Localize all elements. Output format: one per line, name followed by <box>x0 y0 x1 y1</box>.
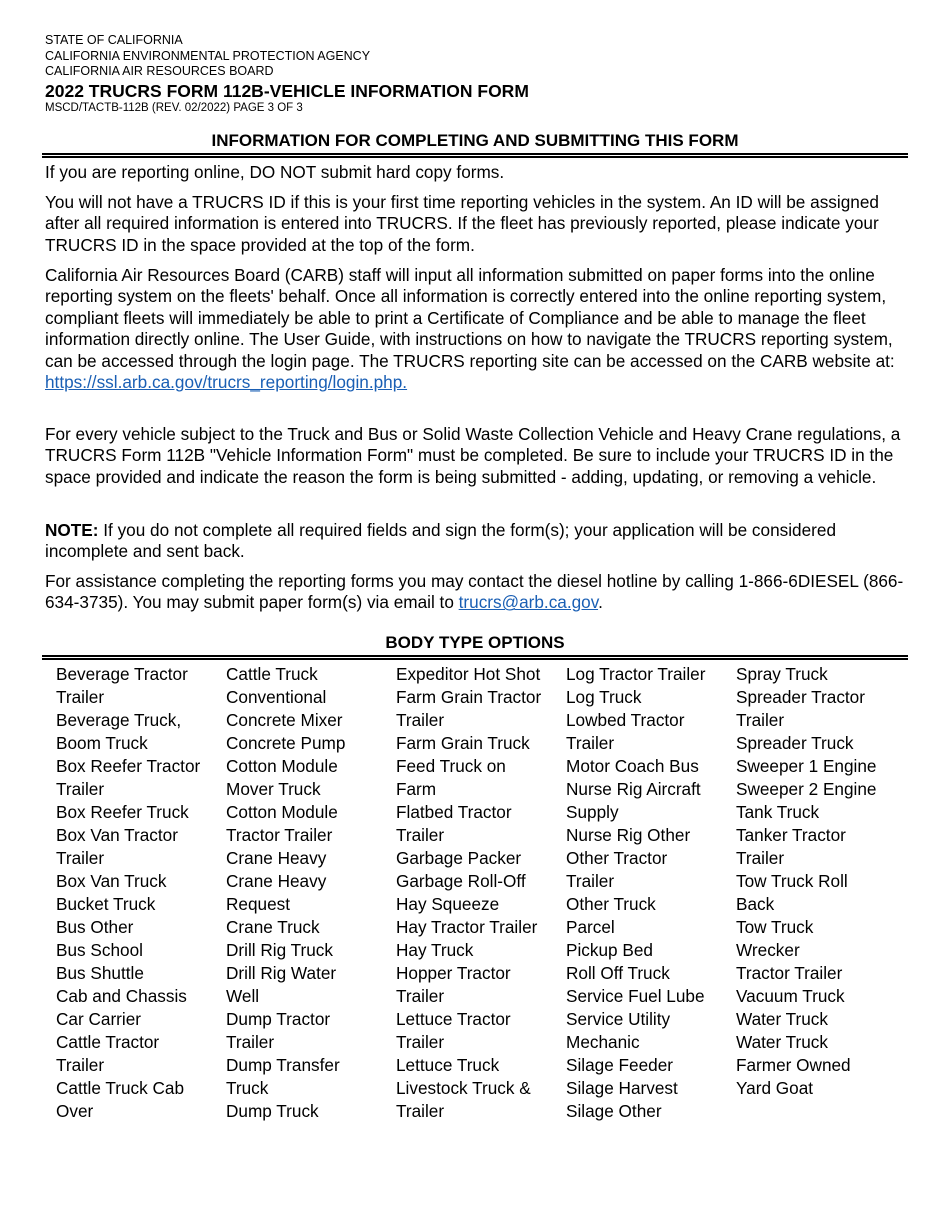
body-type-item: Bus Shuttle <box>56 963 144 983</box>
body-type-item: Car Carrier <box>56 1009 141 1029</box>
body-type-item: Wrecker <box>736 940 800 960</box>
body-type-item: Hay Tractor Trailer <box>396 917 538 937</box>
paragraph-online-text: If you are reporting online, DO NOT submit hard copy forms. <box>45 162 505 182</box>
body-type-item: Silage Other <box>566 1101 662 1121</box>
body-type-item: Beverage Truck, <box>56 710 182 730</box>
body-type-item: Silage Harvest <box>566 1078 678 1098</box>
form-code: MSCD/TACTB-112B (REV. 02/2022) PAGE 3 OF 3 <box>45 101 303 114</box>
body-type-item: Mover Truck <box>226 779 321 799</box>
body-type-item: Dump Tractor <box>226 1009 331 1029</box>
paragraph-every-vehicle <box>45 424 908 488</box>
body-type-item: Conventional <box>226 687 327 707</box>
assistance-end: . <box>598 592 603 613</box>
assistance-text: For assistance completing the reporting forms you may contact the diesel hotline by calling 1-866-6DIESEL (866-634-3735). You may submit paper form(s) via email to <box>45 571 904 613</box>
body-type-item: Boom Truck <box>56 733 148 753</box>
body-type-item: Bucket Truck <box>56 894 156 914</box>
body-type-item: Other Tractor <box>566 848 668 868</box>
body-type-item: Hopper Tractor <box>396 963 511 983</box>
body-type-item: Farm Grain Tractor <box>396 687 542 707</box>
body-type-item: Beverage Tractor <box>56 664 188 684</box>
body-type-item: Silage Feeder <box>566 1055 674 1075</box>
body-type-item: Log Truck <box>566 687 642 707</box>
note-label: NOTE: <box>45 520 99 540</box>
body-type-item: Cotton Module <box>226 756 338 776</box>
body-type-item: Tractor Trailer <box>736 963 843 983</box>
info-section-heading: INFORMATION FOR COMPLETING AND SUBMITTING THIS FORM <box>42 131 908 158</box>
body-type-item: Drill Rig Water <box>226 963 337 983</box>
body-type-item: Cab and Chassis <box>56 986 187 1006</box>
body-type-item: Water Truck <box>736 1009 828 1029</box>
body-type-item: Trailer <box>226 1032 275 1052</box>
body-type-item: Supply <box>566 802 619 822</box>
paragraph-trucrs-id <box>45 192 908 256</box>
paragraph-assistance <box>45 571 908 614</box>
body-type-column-4 <box>566 663 705 1123</box>
body-type-item: Sweeper 1 Engine <box>736 756 877 776</box>
body-type-item: Trailer <box>396 825 445 845</box>
body-type-item: Dump Truck <box>226 1101 319 1121</box>
body-type-item: Service Utility <box>566 1009 671 1029</box>
body-type-item: Bus Other <box>56 917 134 937</box>
paragraph-note <box>45 520 908 563</box>
body-type-item: Expeditor Hot Shot <box>396 664 541 684</box>
body-type-item: Back <box>736 894 775 914</box>
body-type-item: Garbage Packer <box>396 848 522 868</box>
body-type-item: Drill Rig Truck <box>226 940 333 960</box>
body-type-item: Pickup Bed <box>566 940 653 960</box>
body-type-item: Farmer Owned <box>736 1055 851 1075</box>
body-type-item: Roll Off Truck <box>566 963 670 983</box>
body-type-item: Well <box>226 986 260 1006</box>
body-type-item: Parcel <box>566 917 615 937</box>
header-state: STATE OF CALIFORNIA <box>45 33 183 47</box>
body-type-item: Hay Truck <box>396 940 474 960</box>
body-type-item: Bus School <box>56 940 143 960</box>
body-type-item: Trailer <box>56 779 105 799</box>
body-type-item: Crane Heavy <box>226 848 327 868</box>
body-type-item: Livestock Truck & <box>396 1078 531 1098</box>
body-type-item: Cattle Tractor <box>56 1032 160 1052</box>
body-type-item: Garbage Roll-Off <box>396 871 526 891</box>
page-title: 2022 TRUCRS FORM 112B-VEHICLE INFORMATION FORM <box>45 80 529 101</box>
body-type-item: Lettuce Tractor <box>396 1009 511 1029</box>
body-type-item: Farm Grain Truck <box>396 733 530 753</box>
body-type-item: Lowbed Tractor <box>566 710 685 730</box>
body-type-heading: BODY TYPE OPTIONS <box>42 633 908 660</box>
body-type-item: Box Reefer Truck <box>56 802 189 822</box>
body-type-item: Tractor Trailer <box>226 825 333 845</box>
body-type-item: Box Van Truck <box>56 871 167 891</box>
body-type-item: Trailer <box>566 871 615 891</box>
body-type-item: Log Tractor Trailer <box>566 664 706 684</box>
body-type-item: Concrete Pump <box>226 733 346 753</box>
body-type-item: Trailer <box>396 1032 445 1052</box>
body-type-item: Spreader Tractor <box>736 687 865 707</box>
body-type-item: Trailer <box>736 710 785 730</box>
body-type-item: Crane Heavy <box>226 871 327 891</box>
body-type-column-1 <box>56 663 200 1123</box>
form-header <box>45 33 529 115</box>
paragraph-carb-staff <box>45 265 908 393</box>
body-type-item: Flatbed Tractor <box>396 802 512 822</box>
body-type-item: Hay Squeeze <box>396 894 500 914</box>
body-type-item: Spray Truck <box>736 664 828 684</box>
body-type-item: Tow Truck <box>736 917 814 937</box>
body-type-item: Service Fuel Lube <box>566 986 705 1006</box>
body-type-item: Tow Truck Roll <box>736 871 848 891</box>
body-type-column-2 <box>226 663 345 1123</box>
body-type-item: Nurse Rig Aircraft <box>566 779 701 799</box>
body-type-item: Sweeper 2 Engine <box>736 779 877 799</box>
body-type-item: Farm <box>396 779 437 799</box>
body-type-item: Box Van Tractor <box>56 825 178 845</box>
body-type-item: Other Truck <box>566 894 656 914</box>
body-type-item: Concrete Mixer <box>226 710 343 730</box>
body-type-item: Mechanic <box>566 1032 640 1052</box>
paragraph-trucrs-id-text: You will not have a TRUCRS ID if this is your first time reporting vehicles in the system. An ID will be assigned after all required information is entered into TRUCRS. If the fleet has previously reported, please indicate your TRUCRS ID in the space provided at the top of the form. <box>45 192 879 255</box>
body-type-item: Truck <box>226 1078 269 1098</box>
body-type-item: Cattle Truck Cab <box>56 1078 184 1098</box>
body-type-item: Lettuce Truck <box>396 1055 500 1075</box>
body-type-item: Spreader Truck <box>736 733 854 753</box>
header-board: CALIFORNIA AIR RESOURCES BOARD <box>45 64 274 78</box>
body-type-item: Trailer <box>56 848 105 868</box>
body-type-item: Dump Transfer <box>226 1055 340 1075</box>
body-type-item: Trailer <box>566 733 615 753</box>
paragraph-every-vehicle-text: For every vehicle subject to the Truck and Bus or Solid Waste Collection Vehicle and Heavy Crane regulations, a TRUCRS Form 112B "Vehicle Information Form" must be completed. Be sure to include your TRUCRS ID in the space provided and indicate the reason the form is being submitted - adding, updating, or removing a vehicle. <box>45 424 901 487</box>
body-type-item: Motor Coach Bus <box>566 756 699 776</box>
body-type-column-5 <box>736 663 876 1100</box>
body-type-item: Yard Goat <box>736 1078 814 1098</box>
paragraph-online <box>45 162 908 183</box>
body-type-item: Trailer <box>396 710 445 730</box>
body-type-item: Cattle Truck <box>226 664 318 684</box>
body-type-item: Tank Truck <box>736 802 820 822</box>
body-type-item: Cotton Module <box>226 802 338 822</box>
body-type-column-3 <box>396 663 541 1123</box>
header-agency: CALIFORNIA ENVIRONMENTAL PROTECTION AGENCY <box>45 48 371 63</box>
body-type-item: Water Truck <box>736 1032 828 1052</box>
note-text: If you do not complete all required fields and sign the form(s); your application will be considered incomplete and sent back. <box>45 520 837 562</box>
body-type-item: Trailer <box>56 1055 105 1075</box>
body-type-item: Vacuum Truck <box>736 986 845 1006</box>
paragraph-carb-staff-text: California Air Resources Board (CARB) staff will input all information submitted on paper forms into the online reporting system on the fleets' behalf. Once all information is correctly entered into the online reporting system, compliant fleets will immediately be able to print a Certificate of Compliance and be able to manage the fleet information directly online. The User Guide, with instructions on how to navigate the TRUCRS reporting system, can be accessed through the login page. The TRUCRS reporting site can be accessed on the CARB website at: <box>45 265 895 371</box>
body-type-item: Over <box>56 1101 94 1121</box>
body-type-item: Crane Truck <box>226 917 320 937</box>
trucrs-email-link[interactable]: trucrs@arb.ca.gov <box>458 592 599 613</box>
body-type-item: Request <box>226 894 291 914</box>
body-type-item: Nurse Rig Other <box>566 825 691 845</box>
body-type-item: Feed Truck on <box>396 756 506 776</box>
body-type-item: Tanker Tractor <box>736 825 846 845</box>
trucrs-login-link[interactable]: https://ssl.arb.ca.gov/trucrs_reporting/login.php. <box>45 372 408 393</box>
body-type-item: Box Reefer Tractor <box>56 756 201 776</box>
body-type-item: Trailer <box>396 1101 445 1121</box>
body-type-item: Trailer <box>396 986 445 1006</box>
body-type-item: Trailer <box>56 687 105 707</box>
body-type-item: Trailer <box>736 848 785 868</box>
